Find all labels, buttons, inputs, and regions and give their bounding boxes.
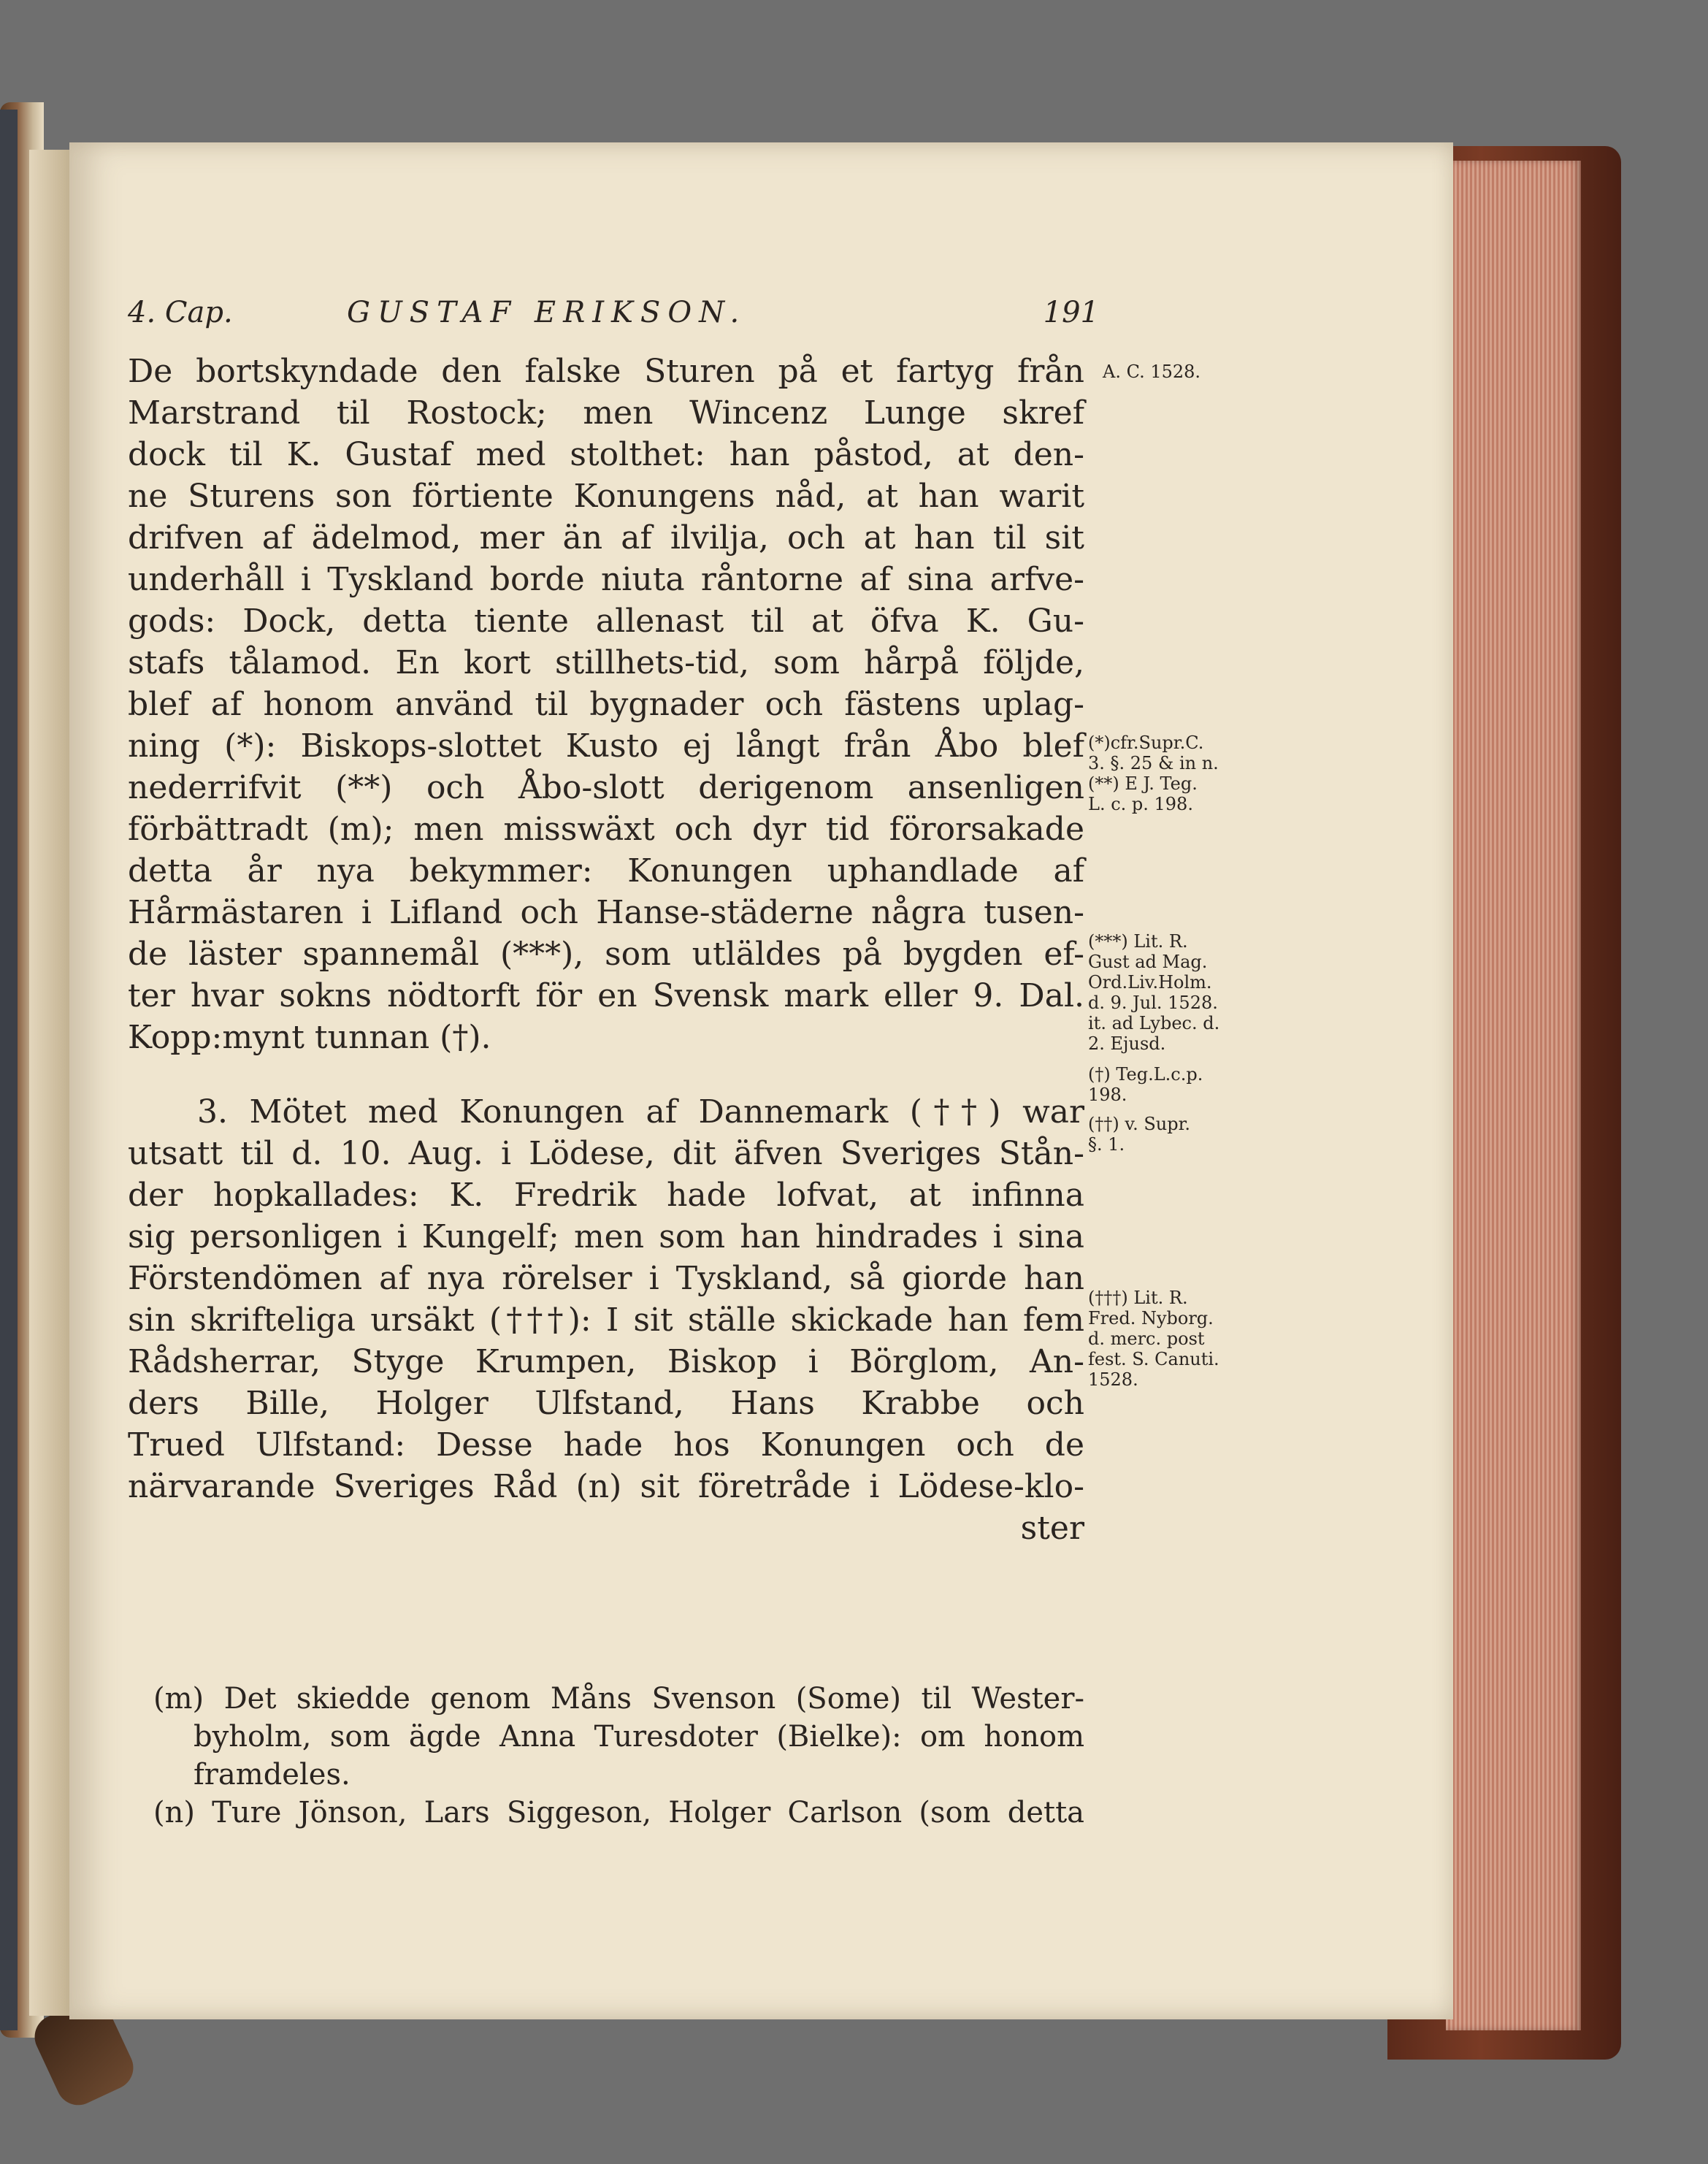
text-line: der hopkallades: K. Fredrik hade lofvat, at infinna <box>128 1177 1084 1214</box>
page-edges <box>1446 161 1581 2030</box>
text-line: de läster spannemål (***), som utläldes på bygden ef- <box>128 936 1084 973</box>
text-line: dock til K. Gustaf med stolthet: han påstod, at den- <box>128 436 1084 473</box>
text-line: ning (*): Biskops-slottet Kusto ej långt från Åbo blef <box>128 727 1084 765</box>
text-line: Rådsherrar, Styge Krumpen, Biskop i Börglom, An- <box>128 1343 1084 1380</box>
text-line: De bortskyndade den falske Sturen på et fartyg från <box>128 353 1084 390</box>
catchword: ster <box>1020 1510 1084 1547</box>
margin-note-supr: (††) v. Supr. §. 1. <box>1088 1114 1191 1155</box>
margin-note-cfr: (*)cfr.Supr.C. 3. §. 25 & in n. (**) E J. Teg. L. c. p. 198. <box>1088 733 1219 814</box>
margin-note-lit-fred: (†††) Lit. R. Fred. Nyborg. d. merc. post fest. S. Canuti. 1528. <box>1088 1288 1219 1390</box>
text-line: Trued Ulfstand: Desse hade hos Konungen och de <box>128 1426 1084 1464</box>
running-title: GUSTAF ERIKSON. <box>347 296 747 329</box>
section-3-start: 3. Mötet med Konungen af Dannemark (††) war <box>197 1093 1084 1131</box>
text-line: sin skrifteliga ursäkt (†††): I sit ställe skickade han fem <box>128 1301 1084 1339</box>
footnote-line: (m) Det skiedde genom Måns Svenson (Some) til Wester- <box>153 1682 1084 1716</box>
footnote-line: framdeles. <box>194 1758 351 1792</box>
text-line: Hårmästaren i Lifland och Hanse-städerne några tusen- <box>128 894 1084 931</box>
text-line: nederrifvit (**) och Åbo-slott derigenom ansenligen <box>128 769 1084 806</box>
margin-note-lit-gust: (***) Lit. R. Gust ad Mag. Ord.Liv.Holm. d. 9. Jul. 1528. it. ad Lybec. d. 2. Ejusd. <box>1088 931 1220 1054</box>
page <box>69 142 1453 2019</box>
text-line: detta år nya bekymmer: Konungen uphandlade af <box>128 852 1084 890</box>
text-line: ders Bille, Holger Ulfstand, Hans Krabbe och <box>128 1385 1084 1422</box>
footnote-line: byholm, som ägde Anna Turesdoter (Bielke): om honom <box>194 1720 1084 1754</box>
chapter-label: 4. Cap. <box>128 296 233 329</box>
body-text <box>128 351 1084 1549</box>
text-line: närvarande Sveriges Råd (n) sit företråde i Lödese-klo- <box>128 1468 1084 1505</box>
text-line: ne Sturens son förtiente Konungens nåd, at han warit <box>128 478 1084 515</box>
text-line: Förstendömen af nya rörelser i Tyskland, så giorde han <box>128 1260 1084 1297</box>
text-line: Marstrand til Rostock; men Wincenz Lunge skref <box>128 394 1084 432</box>
footnote-line: (n) Ture Jönson, Lars Siggeson, Holger Carlson (som detta <box>153 1796 1084 1830</box>
text-line: blef af honom använd til bygnader och fästens uplag- <box>128 686 1084 723</box>
text-line: underhåll i Tyskland borde niuta råntorne af sina arfve- <box>128 561 1084 598</box>
footnotes <box>153 1680 1084 1832</box>
text-line: förbättradt (m); men misswäxt och dyr tid förorsakade <box>128 811 1084 848</box>
running-header <box>128 296 1099 340</box>
page-content <box>69 142 1453 2019</box>
margin-note-teg: (†) Teg.L.c.p. 198. <box>1088 1064 1203 1105</box>
book-spine-cloth <box>0 110 18 2030</box>
text-line: gods: Dock, detta tiente allenast til at öfva K. Gu- <box>128 603 1084 640</box>
text-line: drifven af ädelmod, mer än af ilvilja, och at han til sit <box>128 519 1084 557</box>
text-line: utsatt til d. 10. Aug. i Lödese, dit äfven Sveriges Stån- <box>128 1135 1084 1172</box>
text-line: sig personligen i Kungelf; men som han hindrades i sina <box>128 1218 1084 1255</box>
margin-note-year: A. C. 1528. <box>1103 362 1201 382</box>
text-line: ter hvar sokns nödtorft för en Svensk mark eller 9. Dal. <box>128 977 1084 1014</box>
page-number: 191 <box>1043 296 1099 329</box>
text-line: Kopp:mynt tunnan (†). <box>128 1019 491 1056</box>
text-line: stafs tålamod. En kort stillhets-tid, som hårpå följde, <box>128 644 1084 681</box>
